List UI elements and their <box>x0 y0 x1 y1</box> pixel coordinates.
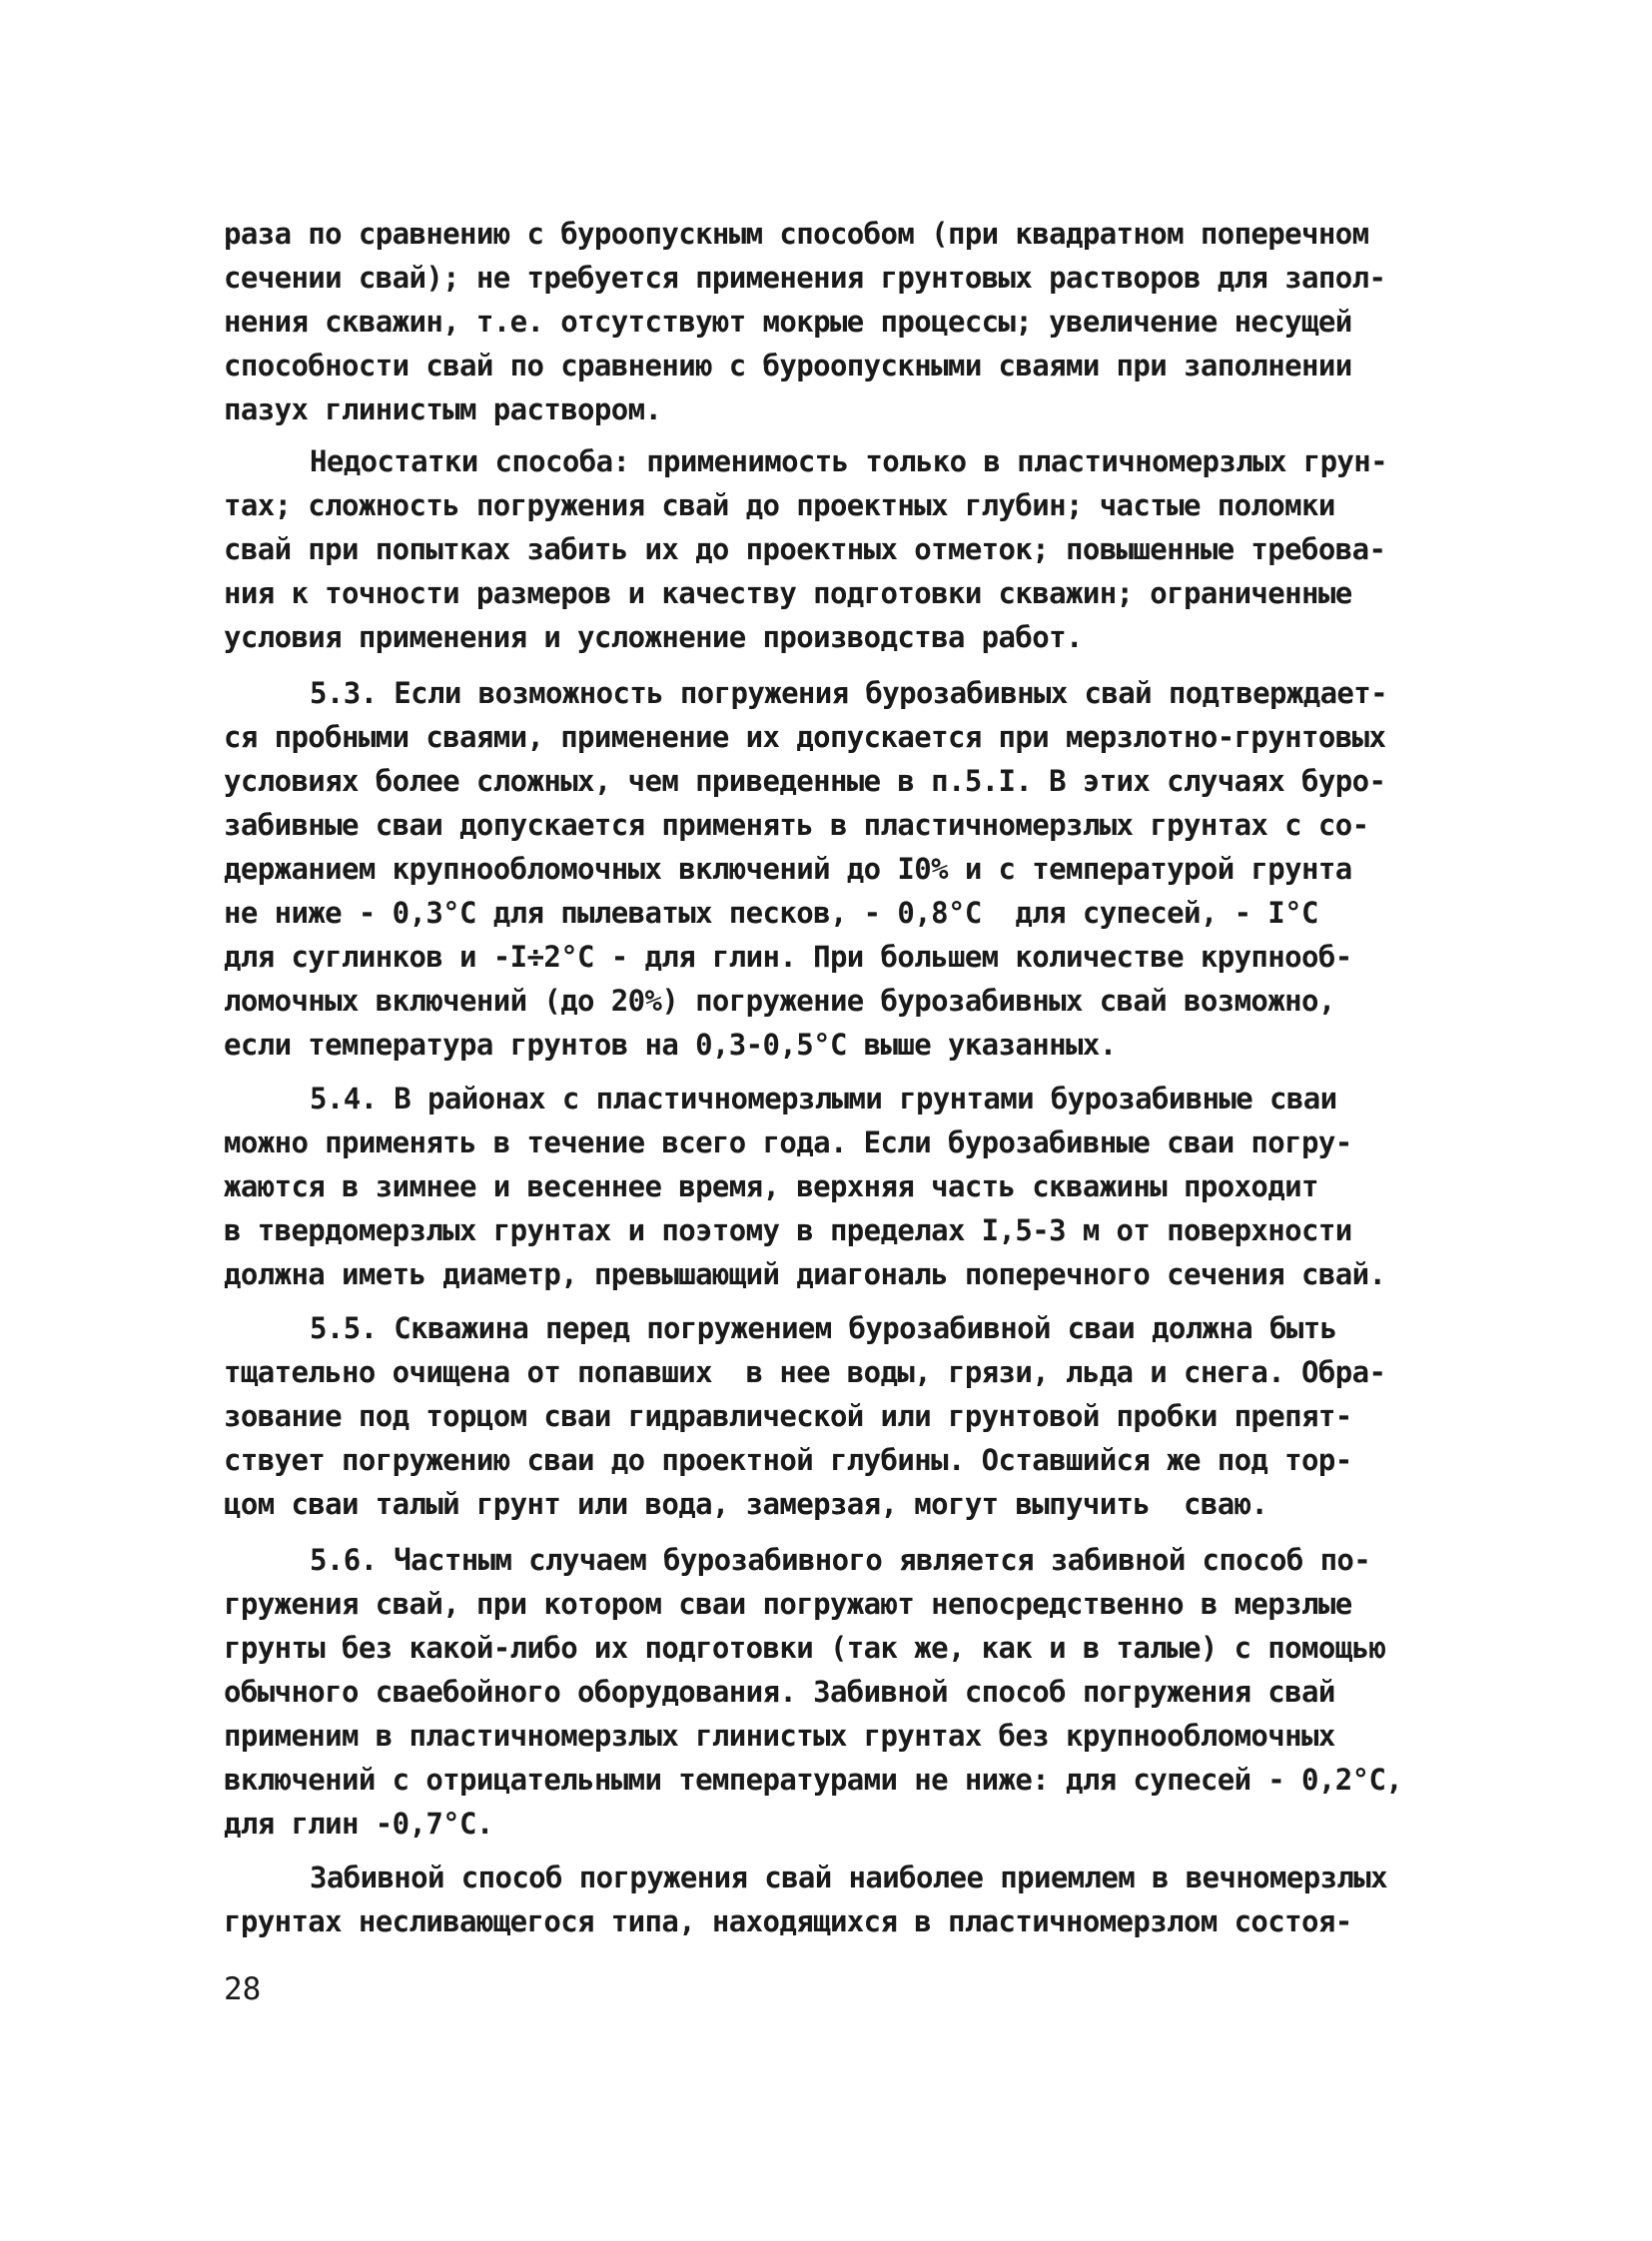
text-line: если температура грунтов на 0,3-0,5°C выше указанных. <box>224 1028 1117 1062</box>
text-line: способности свай по сравнению с буроопускными сваями при заполнении <box>224 349 1352 382</box>
text-line: тщательно очищена от попавших в нее воды, грязи, льда и снега. Обра- <box>224 1355 1386 1389</box>
text-line: в твердомерзлых грунтах и поэтому в пределах I,5-3 м от поверхности <box>224 1213 1352 1247</box>
text-line: ся пробными сваями, применение их допускается при мерзлотно-грунтовых <box>224 720 1386 754</box>
text-line: сечении свай); не требуется применения грунтовых растворов для запол- <box>224 261 1386 295</box>
text-line: 5.5. Скважина перед погружением бурозабивной сваи должна быть <box>310 1311 1337 1345</box>
text-line: Недостатки способа: применимость только в пластичномерзлых грун- <box>310 444 1388 478</box>
text-line: для суглинков и -I÷2°C - для глин. При большем количестве крупнооб- <box>224 940 1352 974</box>
text-line: ствует погружению сваи до проектной глубины. Оставшийся же под тор- <box>224 1443 1352 1477</box>
text-line: пазух глинистым раствором. <box>224 392 662 426</box>
text-line: зование под торцом сваи гидравлической или грунтовой пробки препят- <box>224 1399 1352 1433</box>
page-number: 28 <box>224 1971 262 2007</box>
text-line: забивные сваи допускается применять в пластичномерзлых грунтах с со- <box>224 808 1369 842</box>
text-line: грунтах несливающегося типа, находящихся в пластичномерзлом состоя- <box>224 1904 1352 1938</box>
text-line: нения скважин, т.е. отсутствуют мокрые процессы; увеличение несущей <box>224 305 1352 339</box>
text-line: 5.4. В районах с пластичномерзлыми грунтами бурозабивные сваи <box>310 1082 1337 1116</box>
text-line: тах; сложность погружения свай до проектных глубин; частые поломки <box>224 488 1335 522</box>
text-line: 5.3. Если возможность погружения бурозабивных свай подтверждает- <box>310 676 1388 710</box>
text-line: 5.6. Частным случаем бурозабивного является забивной способ по- <box>310 1543 1371 1577</box>
text-line: грунты без какой-либо их подготовки (так же, как и в талые) с помощью <box>224 1631 1386 1665</box>
text-line: жаются в зимнее и весеннее время, верхняя часть скважины проходит <box>224 1169 1318 1203</box>
text-line: обычного сваебойного оборудования. Забивной способ погружения свай <box>224 1675 1335 1709</box>
text-line: ния к точности размеров и качеству подготовки скважин; ограниченные <box>224 576 1352 610</box>
text-line: применим в пластичномерзлых глинистых грунтах без крупнообломочных <box>224 1719 1335 1753</box>
text-line: условиях более сложных, чем приведенные в п.5.I. В этих случаях буро- <box>224 764 1386 798</box>
text-line: ломочных включений (до 20%) погружение бурозабивных свай возможно, <box>224 984 1335 1018</box>
text-line: свай при попытках забить их до проектных отметок; повышенные требова- <box>224 532 1386 566</box>
text-line: Забивной способ погружения свай наиболее приемлем в вечномерзлых <box>310 1861 1388 1894</box>
text-line: держанием крупнообломочных включений до I0% и с температурой грунта <box>224 852 1352 886</box>
text-line: должна иметь диаметр, превышающий диагональ поперечного сечения свай. <box>224 1257 1386 1291</box>
text-line: гружения свай, при котором сваи погружают непосредственно в мерзлые <box>224 1587 1352 1621</box>
text-line: цом сваи талый грунт или вода, замерзая, могут выпучить сваю. <box>224 1487 1268 1521</box>
text-line: не ниже - 0,3°C для пылеватых песков, - 0,8°C для супесей, - I°C <box>224 896 1318 930</box>
text-line: можно применять в течение всего года. Если бурозабивные сваи погру- <box>224 1125 1352 1159</box>
text-line: условия применения и усложнение производства работ. <box>224 620 1083 654</box>
text-line: раза по сравнению с буроопускным способом (при квадратном поперечном <box>224 217 1369 251</box>
text-line: для глин -0,7°C. <box>224 1807 493 1841</box>
text-line: включений с отрицательными температурами не ниже: для супесей - 0,2°C, <box>224 1763 1403 1797</box>
